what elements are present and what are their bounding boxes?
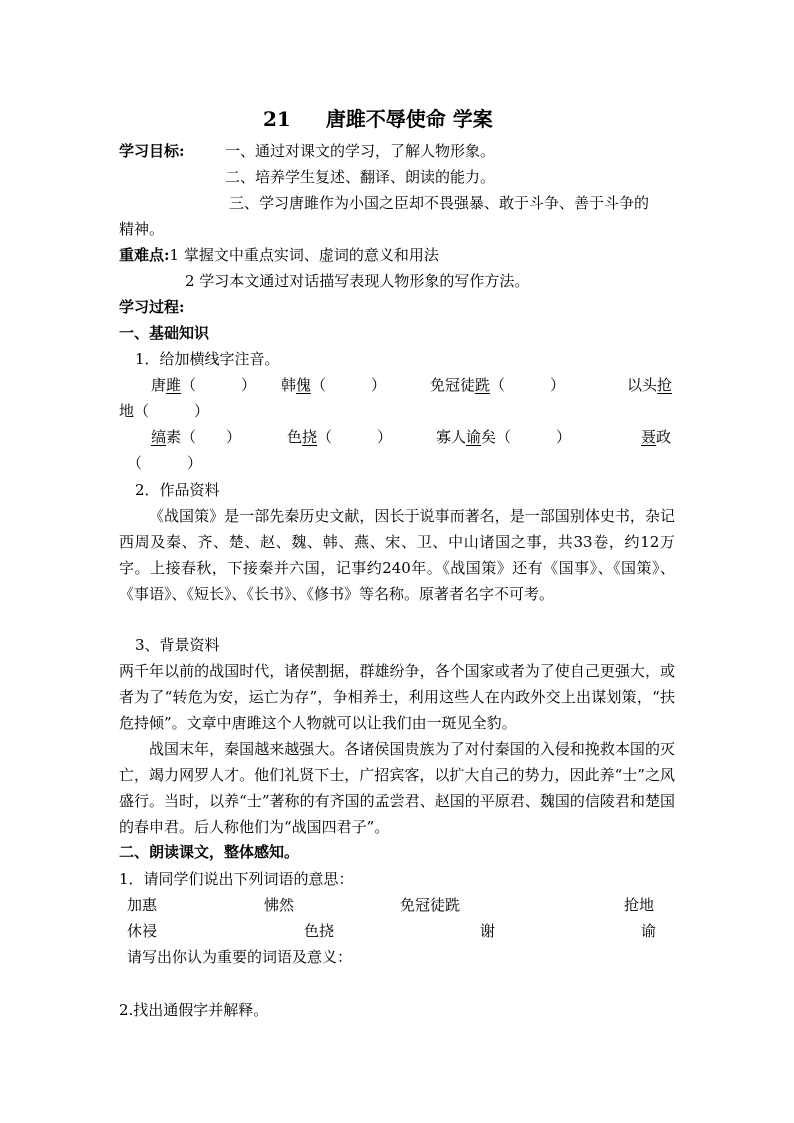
pinyin-item: 唐雎（ ） [151,376,257,394]
pinyin-item: 韩傀（ ） [281,376,387,394]
objective-item: 一、通过对课文的学习，了解人物形象。 [225,142,496,160]
pinyin-item: 以头抢 [627,376,673,394]
keypoint-item: 2 学习本文通过对话描写表现人物形象的写作方法。 [185,272,530,290]
word-item: 色挠 [304,922,335,940]
pinyin-item: 免冠徒跣（ ） [430,376,566,394]
objective-item: 二、培养学生复述、翻译、朗读的能力。 [225,168,496,186]
word-item: 谕 [641,922,657,940]
page-title [263,106,493,132]
pinyin-item-cont: （ ） [127,454,203,472]
objective-item: 三、学习唐雎作为小国之臣却不畏强暴、敢于斗争、善于斗争的 [229,194,650,212]
word-item: 加惠 [127,896,158,914]
pinyin-item-cont: 地（ ） [119,402,210,420]
section2-heading: 二、朗读课文，整体感知。 [119,843,300,861]
write-prompt: 请写出你认为重要的词语及意义： [127,948,353,966]
pinyin-item: 缟素（ ） [151,428,242,446]
lesson-number: 21 [263,107,291,131]
q3-label: 3、背景资料 [135,636,220,654]
background-paragraph: 战国末年，秦国越来越强大。各诸侯国贵族为了对付秦国的入侵和挽救本国的灭亡，竭力网罗人才。他们礼贤下士，广招宾客，以扩大自己的势力，因此养“士”之风盛行。当时，以养“士”著称的有齐国的孟尝君、赵国的平原君、魏国的信陵君和楚国的春申君。后人称他们为“战国四君子”。 [119,740,675,836]
pinyin-item: 寡人谕矣（ ） [436,428,572,446]
section1-heading: 一、基础知识 [119,324,210,342]
work-info-paragraph: 《战国策》是一部先秦历史文献，因长于说事而著名，是一部国别体史书，杂记西周及秦、齐、楚、赵、魏、韩、燕、宋、卫、中山诸国之事，共33卷，约12万字。上接春秋，下接秦并六国，记事约240年。《战国策》还有《国事》、《国策》、《事语》、《短长》、《长书》、《修书》等名称。原著者名字不可考。 [119,507,675,603]
q1-label: 1．给加横线字注音。 [135,350,280,368]
background-paragraph: 两千年以前的战国时代，诸侯割据，群雄纷争，各个国家或者为了使自己更强大，或者为了“转危为安，运亡为存”，争相养士，利用这些人在内政外交上出谋划策，“扶危持倾”。文章中唐雎这个人物就可以让我们由一斑见全豹。 [119,662,675,732]
pinyin-item: 色挠（ ） [287,428,393,446]
q2-label: 2．作品资料 [135,481,220,499]
process-label: 学习过程: [119,298,185,316]
s2-q2-label: 2.找出通假字并解释。 [119,1001,269,1019]
word-item: 休祲 [127,922,158,940]
word-item: 免冠徒跣 [400,896,461,914]
objectives-label: 学习目标: [119,142,185,160]
keypoints-label: 重难点: [119,246,170,264]
keypoints-line [119,245,439,265]
objective-item-cont: 精神。 [119,220,165,238]
word-item: 抢地 [624,896,655,914]
s2-q1-label: 1．请同学们说出下列词语的意思： [119,870,354,888]
pinyin-item: 聂政 [641,428,672,446]
keypoint-item: 1 掌握文中重点实词、虚词的意义和用法 [169,246,439,264]
word-item: 怫然 [264,896,295,914]
lesson-title: 唐雎不辱使命 学案 [325,107,493,131]
word-item: 谢 [480,922,496,940]
